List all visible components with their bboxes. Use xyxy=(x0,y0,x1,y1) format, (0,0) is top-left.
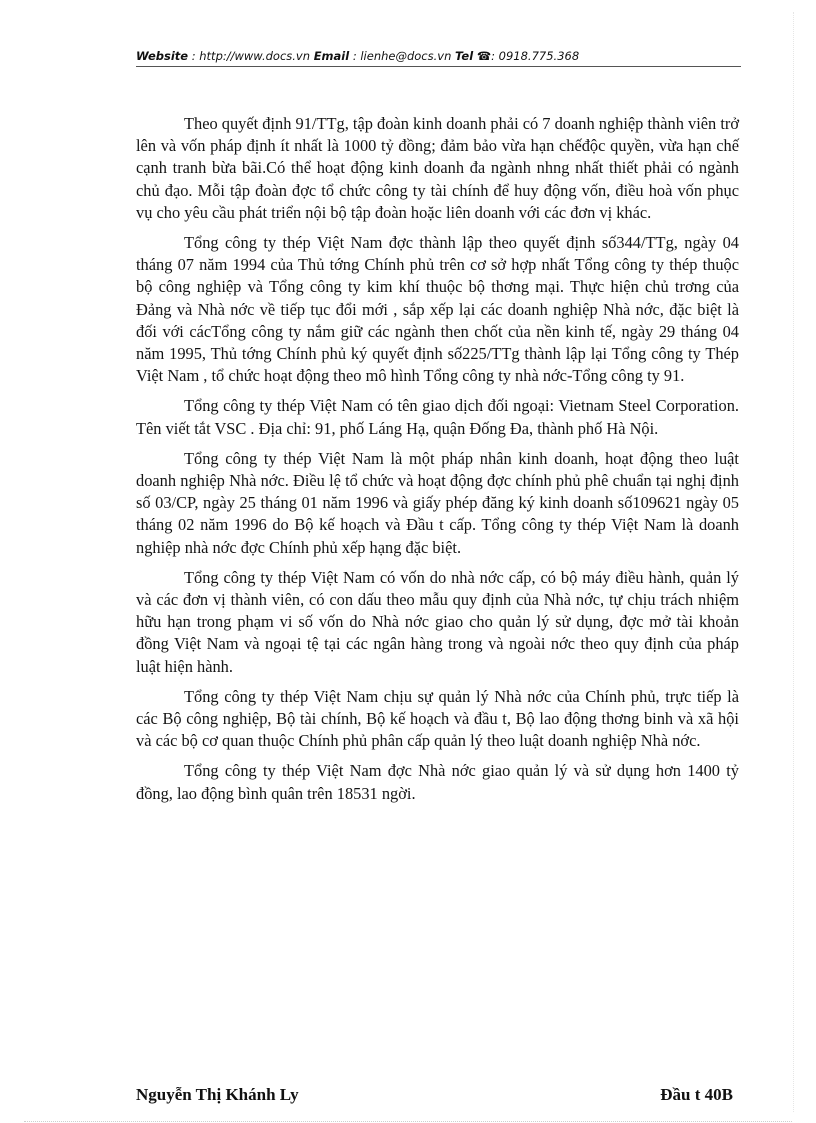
page-right-edge xyxy=(793,12,794,1112)
phone-icon: ☎ xyxy=(476,49,492,63)
author-name: Nguyễn Thị Khánh Ly xyxy=(136,1085,299,1104)
email-label: Email xyxy=(313,49,350,63)
website-url: : http://www.docs.vn xyxy=(191,49,311,63)
paragraph: Theo quyết định 91/TTg, tập đoàn kinh doanh phải có 7 doanh nghiệp thành viên trở lên và vốn pháp định ít nhất là 1000 tỷ đồng; đảm bảo vừa hạn chếđộc quyền, vừa hạn chế cạnh tranh bừa bãi.Có thể hoạt động kinh doanh đa ngành nhng nhất thiết phải có ngành chủ đạo. Mỗi tập đoàn đợc tổ chức công ty tài chính để huy động vốn, điều hoà vốn phục vụ cho yêu cầu phát triển nội bộ tập đoàn hoặc liên doanh với các đơn vị khác. xyxy=(136,114,739,222)
email-value: : lienhe@docs.vn xyxy=(352,49,452,63)
page-footer xyxy=(136,1085,741,1105)
paragraph: Tổng công ty thép Việt Nam chịu sự quản lý Nhà nớc của Chính phủ, trực tiếp là các Bộ công nghiệp, Bộ tài chính, Bộ kế hoạch và đầu t, Bộ lao động thơng binh và xã hội và các bộ cơ quan thuộc Chính phủ phân cấp quản lý theo luật doanh nghiệp Nhà nớc. xyxy=(136,686,739,751)
tel-label: Tel xyxy=(455,49,474,63)
paragraph: Tổng công ty thép Việt Nam đợc thành lập theo quyết định số344/TTg, ngày 04 tháng 07 năm 1994 của Thủ tớng Chính phủ trên cơ sở hợp nhất Tổng công ty thép thuộc bộ công nghiệp và Tổng công ty kim khí thuộc bộ thơng mại. Thực hiện chủ trơng của Đảng và Nhà nớc về tiếp tục đổi mới , sắp xếp lại các doanh nghiệp Nhà nớc, đặc biệt là đối với cácTổng công ty nắm giữ các ngành then chốt của nền kinh tế, ngày 29 tháng 04 năm 1995, Thủ tớng Chính phủ ký quyết định số225/TTg thành lập lại Tổng công ty Thép Việt Nam , tổ chức hoạt động theo mô hình Tổng công ty nhà nớc-Tổng công ty 91. xyxy=(136,233,739,386)
paragraph: Tổng công ty thép Việt Nam đợc Nhà nớc giao quản lý và sử dụng hơn 1400 tỷ đồng, lao động bình quân trên 18531 ngời. xyxy=(136,761,739,803)
body-text xyxy=(136,113,739,813)
website-label: Website xyxy=(136,49,189,63)
paragraph: Tổng công ty thép Việt Nam có vốn do nhà nớc cấp, có bộ máy điều hành, quản lý và các đơn vị thành viên, có con dấu theo mẫu quy định của Nhà nớc, tự chịu trách nhiệm hữu hạn trong phạm vi số vốn do Nhà nớc giao cho quản lý sử dụng, đợc mở tài khoản đồng Việt Nam và ngoại tệ tại các ngân hàng trong và ngoài nớc theo quy định của pháp luật hiện hành. xyxy=(136,567,739,676)
header-divider xyxy=(136,66,741,67)
page-header xyxy=(136,49,741,63)
page-bottom-edge xyxy=(24,1121,792,1122)
class-label: Đầu t 40B xyxy=(660,1085,733,1104)
tel-value: : 0918.775.368 xyxy=(491,49,580,63)
paragraph: Tổng công ty thép Việt Nam có tên giao dịch đối ngoại: Vietnam Steel Corporation. Tên viết tắt VSC . Địa chỉ: 91, phố Láng Hạ, quận Đống Đa, thành phố Hà Nội. xyxy=(136,396,739,438)
paragraph: Tổng công ty thép Việt Nam là một pháp nhân kinh doanh, hoạt động theo luật doanh nghiệp Nhà nớc. Điều lệ tổ chức và hoạt động đợc chính phủ phê chuẩn tại nghị định số 03/CP, ngày 25 tháng 01 năm 1996 và giấy phép đăng ký kinh doanh số109621 ngày 05 tháng 02 năm 1996 do Bộ kế hoạch và Đầu t cấp. Tổng công ty thép Việt Nam là doanh nghiệp nhà nớc đợc Chính phủ xếp hạng đặc biệt. xyxy=(136,448,739,557)
